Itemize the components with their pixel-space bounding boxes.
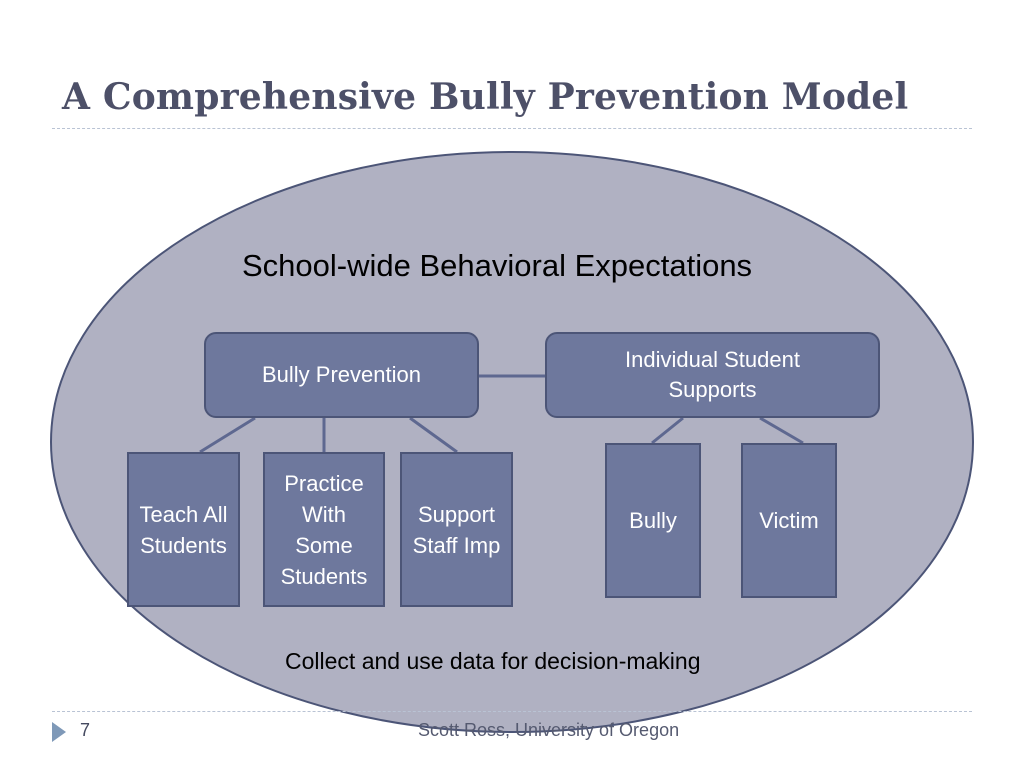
teach-all-students-label: Teach All Students <box>139 501 228 558</box>
practice-with-some-students-label: Practice With Some Students <box>280 470 368 589</box>
individual-student-supports-label: Individual Student Supports <box>625 347 800 402</box>
victim-box <box>741 443 837 598</box>
footer-divider <box>52 711 972 712</box>
bully-prevention-label: Bully Prevention <box>262 362 421 387</box>
school-wide-ellipse <box>51 152 973 732</box>
individual-student-supports-box <box>545 332 880 418</box>
school-wide-label: School-wide Behavioral Expectations <box>242 248 753 283</box>
bully-label: Bully <box>629 508 677 533</box>
slide-title: A Comprehensive Bully Prevention Model <box>62 76 909 118</box>
footer-credit: Scott Ross, University of Oregon <box>418 720 680 740</box>
page-number: 7 <box>80 720 91 740</box>
teach-all-students-box <box>127 452 240 607</box>
victim-label: Victim <box>759 508 819 533</box>
triangle-bullet-icon <box>52 722 66 742</box>
bully-prevention-box <box>204 332 479 418</box>
data-decision-label: Collect and use data for decision-making <box>285 648 701 674</box>
practice-with-some-students-box <box>263 452 385 607</box>
support-staff-imp-label: Support Staff Imp <box>412 501 501 558</box>
bully-box <box>605 443 701 598</box>
support-staff-imp-box <box>400 452 513 607</box>
